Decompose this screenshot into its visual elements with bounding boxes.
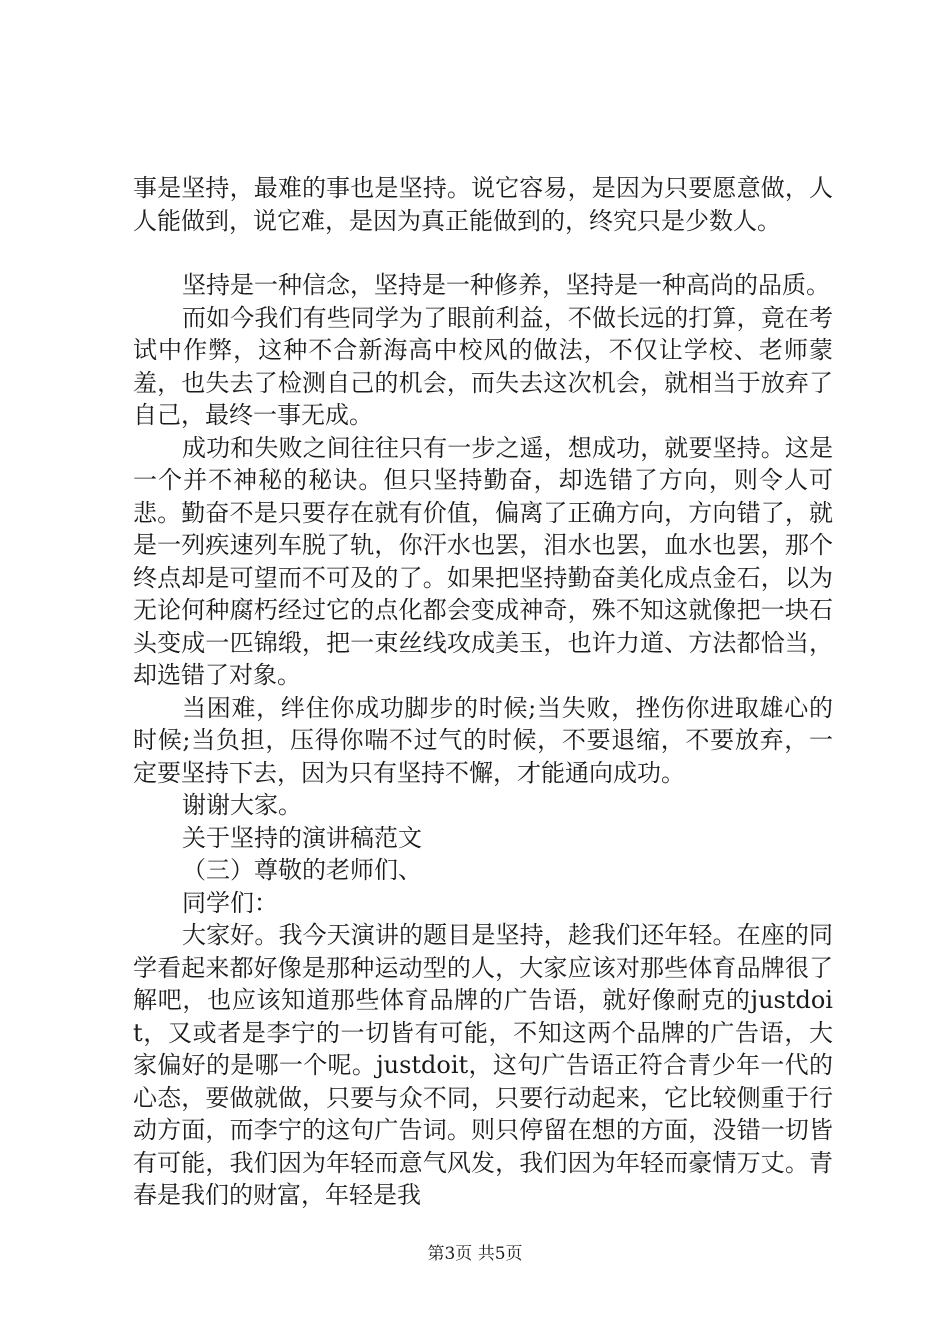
section-heading: 关于坚持的演讲稿范文 [182,823,422,852]
paragraph-success-failure: 成功和失败之间往往只有一步之遥，想成功，就要坚持。这是一个并不神秘的秘诀。但只坚持勤奋，却选错了方向，则令人可悲。勤奋不是只要存在就有价值，偏离了正确方向，方向错了，就是一列疾速列车脱了轨，你汗水也罢，泪水也罢，血水也罢，那个终点却是可望而不可及的了。如果把坚持勤奋美化成点金石，以为无论何种腐朽经过它的点化都会变成神奇，殊不知这就像把一块石头变成一匹锦缎，把一束丝线攻成美玉，也许力道、方法都恰当，却选错了对象。 [133,433,833,689]
page-indicator: 第3页 共5页 [427,1244,523,1264]
paragraph-thanks: 谢谢大家。 [182,791,302,819]
paragraph-cheating: 而如今我们有些同学为了眼前利益，不做长远的打算，竟在考试中作弊，这种不合新海高中校风的做法，不仅让学校、老师蒙羞，也失去了检测自己的机会，而失去这次机会，就相当于放弃了自己，最终一事无成。 [133,303,833,429]
paragraph-perseverance-belief: 坚持是一种信念，坚持是一种修养，坚持是一种高尚的品质。 [182,271,830,299]
page-footer [0,1243,950,1265]
paragraph-continuation: 事是坚持，最难的事也是坚持。说它容易，是因为只要愿意做，人人能做到，说它难，是因为真正能做到的，终究只是少数人。 [133,174,833,235]
salutation-teachers: （三）尊敬的老师们、 [182,856,422,884]
body-text [133,172,833,1212]
salutation-students: 同学们： [182,888,278,917]
paragraph-speech-body: 大家好。我今天演讲的题目是坚持，趁我们还年轻。在座的同学看起来都好像是那种运动型的人，大家应该对那些体育品牌很了解吧，也应该知道那些体育品牌的广告语，就好像耐克的justdoit，又或者是李宁的一切皆有可能，不知这两个品牌的广告语，大家偏好的是哪一个呢。justdoit，这句广告语正符合青少年一代的心态，要做就做，只要与众不同，只要行动起来，它比较侧重于行动方面，而李宁的这句广告词。则只停留在想的方面，没错一切皆有可能，我们因为年轻而意气风发，我们因为年轻而豪情万丈。青春是我们的财富，年轻是我 [133,921,833,1209]
paragraph-difficulty: 当困难，绊住你成功脚步的时候;当失败，挫伤你进取雄心的时候;当负担，压得你喘不过气的时候，不要退缩，不要放弃，一定要坚持下去，因为只有坚持不懈，才能通向成功。 [133,693,833,787]
